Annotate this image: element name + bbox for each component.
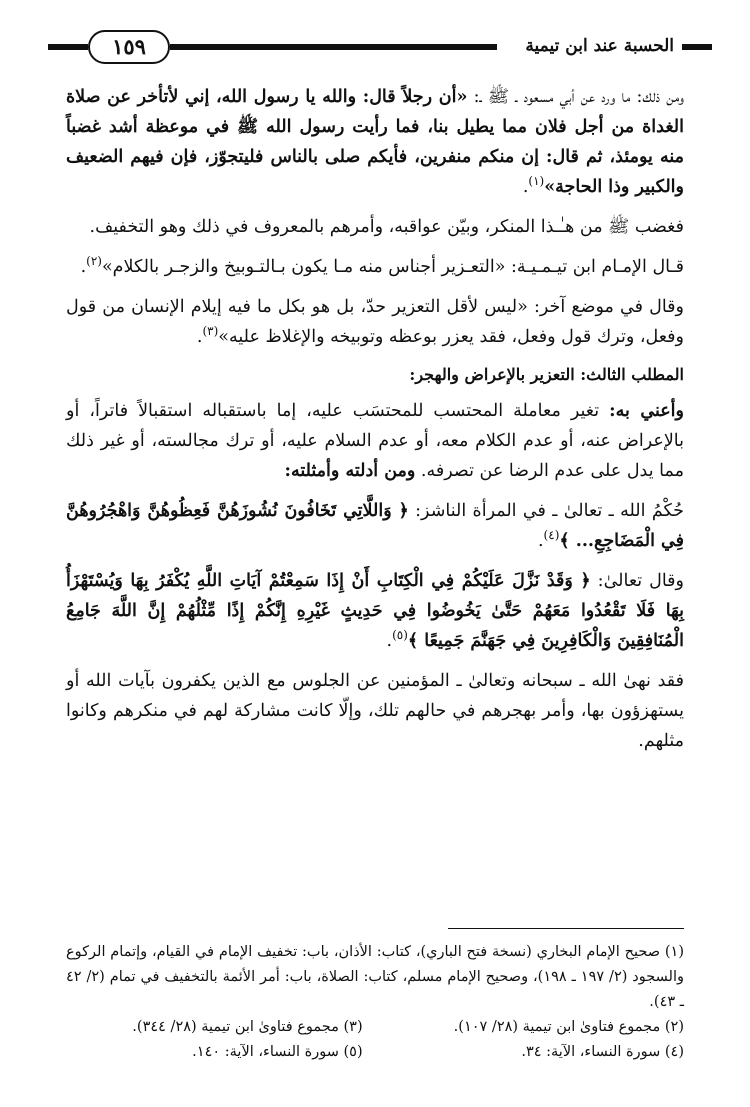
- header-rule: [170, 44, 497, 50]
- running-title: الحسبة عند ابن تيمية: [525, 36, 674, 56]
- footnote-ref[interactable]: (٣): [202, 324, 219, 339]
- hadith-quote: «أن رجلاً قال: والله يا رسول الله، إني لأتأخر عن صلاة الغداة من أجل فلان مما يطيل بنا، فما رأيت رسول الله ﷺ في موعظة أشد غضباً منه يومئذ، ثم قال: إن منكم منفرين، فأيكم صلى بالناس فليتجوّز، فإن فيهم الضعيف والكبير وذا الحاجة»: [66, 87, 684, 197]
- footnote-2: (٢) مجموع فتاوىٰ ابن تيمية (٢٨/ ١٠٧).: [453, 1019, 684, 1035]
- footnote-row: [66, 1015, 684, 1040]
- paragraph-text: قـال الإمـام ابن تيـمـيـة: «التعـزير أجناس منه مـا يكون بـالتـوبيخ والزجـر بالكلام»: [101, 257, 684, 277]
- punctuation: .: [537, 531, 544, 551]
- paragraph-text: حُكْمُ الله ـ تعالىٰ ـ في المرأة الناشز:: [408, 501, 684, 521]
- header-rule: [682, 44, 712, 50]
- paragraph: [66, 292, 684, 352]
- punctuation: .: [80, 257, 87, 277]
- footnote-separator: [448, 928, 684, 929]
- paragraph: [66, 82, 684, 202]
- paragraph-text: وقال في موضع آخر: «ليس لأقل التعزير حدّ، بل هو بكل ما فيه إيلام الإنسان من قول وفعل، وترك قول وفعل، فقد يعزر بوعظه وتوبيخه والإغلاظ عليه»: [66, 297, 684, 347]
- footnote-ref[interactable]: (١): [528, 174, 545, 189]
- paragraph: [66, 212, 684, 242]
- punctuation: .: [386, 631, 393, 651]
- footnote-row: [66, 1040, 684, 1065]
- footnote-ref[interactable]: (٥): [392, 628, 408, 643]
- punctuation: .: [196, 327, 203, 347]
- paragraph-text: تغير معاملة المحتسب للمحتسَب عليه، إما باستقباله استقبالاً فاتراً، أو بالإعراض عنه، أو عدم الكلام معه، أو عدم السلام عليه، أو ترك مجالسته، أو غير ذلك مما يدل على عدم الرضا عن تصرفه.: [66, 401, 684, 481]
- quran-verse: ﴿ وَقَدْ نَزَّلَ عَلَيْكُمْ فِي الْكِتَابِ أَنْ إِذَا سَمِعْتُمْ آيَاتِ اللَّهِ يُكْفَرُ بِهَا وَيُسْتَهْزَأُ بِهَا فَلَا تَقْعُدُوا مَعَهُمْ حَتَّىٰ يَخُوضُوا فِي حَدِيثٍ غَيْرِهِ إِنَّكُمْ إِذًا مِّثْلُهُمْ إِنَّ اللَّهَ جَامِعُ الْمُنَافِقِينَ وَالْكَافِرِينَ فِي جَهَنَّمَ جَمِيعًا ﴾: [66, 571, 684, 651]
- paragraph-text: فقد نهىٰ الله ـ سبحانه وتعالىٰ ـ المؤمنين عن الجلوس مع الذين يكفرون بآيات الله أو يستهزؤون بها، وأمر بهجرهم في حالهم تلك، وإلّا كانت مشاركة لهم في منكرهم وكانوا مثلهم.: [66, 671, 684, 751]
- lead-phrase: ومن أدلته وأمثلته:: [284, 461, 416, 481]
- running-header: [48, 28, 712, 68]
- paragraph-text: فغضب ﷺ من هـٰـذا المنكر، وبيّن عواقبه، وأمرهم بالمعروف في ذلك وهو التخفيف.: [89, 217, 684, 237]
- page-number: ١٥٩: [88, 30, 170, 64]
- quran-verse: ﴿ وَاللَّاتِي تَخَافُونَ نُشُوزَهُنَّ فَعِظُوهُنَّ وَاهْجُرُوهُنَّ فِي الْمَضَاجِعِ... ﴾: [66, 501, 684, 551]
- paragraph: [66, 566, 684, 656]
- paragraph: [66, 396, 684, 486]
- paragraph: [66, 666, 684, 756]
- header-rule: [48, 44, 88, 50]
- punctuation: .: [522, 177, 529, 197]
- paragraph: [66, 496, 684, 556]
- footnote-ref[interactable]: (٤): [543, 528, 560, 543]
- paragraph-text: وقال تعالىٰ:: [590, 571, 685, 591]
- section-heading: المطلب الثالث: التعزير بالإعراض والهجر:: [409, 365, 684, 384]
- footnote-4: (٤) سورة النساء، الآية: ٣٤.: [521, 1044, 684, 1060]
- paragraph-text: ومن ذلك: ما ورد عن أبي مسعود ـ ﷺ ـ:: [467, 87, 684, 107]
- paragraph: [66, 252, 684, 282]
- footnote-3: (٣) مجموع فتاوىٰ ابن تيمية (٢٨/ ٣٤٤).: [132, 1019, 363, 1035]
- lead-phrase: وأعني به:: [609, 401, 684, 421]
- footnote-1: (١) صحيح الإمام البخاري (نسخة فتح الباري)، كتاب: الأذان، باب: تخفيف الإمام في القيام، وإتمام الركوع والسجود (٢/ ١٩٧ ـ ١٩٨)، وصحيح الإمام مسلم، كتاب: الصلاة، باب: أمر الأئمة بالتخفيف في تمام (٢/ ٤٢ ـ ٤٣).: [66, 944, 685, 1010]
- main-text: [66, 82, 684, 766]
- footnote-ref[interactable]: (٢): [86, 254, 102, 269]
- footnote-5: (٥) سورة النساء، الآية: ١٤٠.: [192, 1044, 363, 1060]
- footnotes: [66, 940, 684, 1065]
